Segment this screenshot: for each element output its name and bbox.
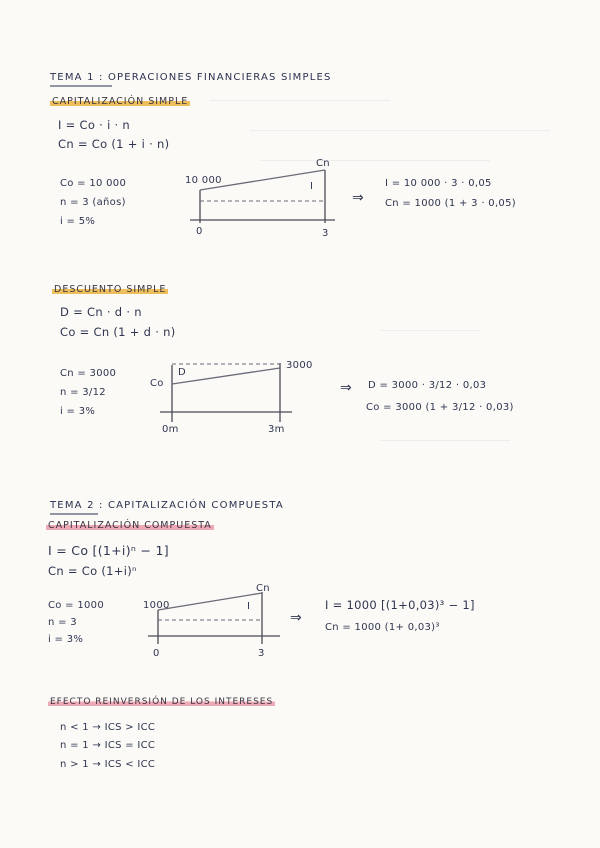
bleed-through-line (210, 100, 390, 101)
cap-simple-diagram-x3: 3 (322, 228, 329, 239)
bleed-through-line (250, 130, 550, 131)
bleed-through-line (380, 440, 510, 441)
cap-simple-data-co: Co = 10 000 (60, 178, 127, 189)
efecto-row-greater: n > 1 → ICS < ICC (60, 759, 156, 770)
desc-simple-result-capital: Co = 3000 (1 + 3/12 · 0,03) (366, 402, 514, 413)
cap-simple-result-interest: I = 10 000 · 3 · 0,05 (385, 178, 492, 189)
cap-simple-heading: CAPITALIZACIÓN SIMPLE (52, 96, 189, 107)
cap-compuesta-arrow: ⇒ (290, 610, 303, 626)
desc-simple-diagram-discount: D (178, 367, 187, 378)
cap-compuesta-result-interest: I = 1000 [(1+0,03)³ − 1] (325, 598, 475, 612)
bleed-through-line (380, 330, 480, 331)
cap-simple-diagram-x0: 0 (196, 226, 203, 237)
desc-simple-diagram-start: Co (150, 378, 164, 389)
cap-compuesta-heading: CAPITALIZACIÓN COMPUESTA (48, 520, 212, 531)
cap-simple-capital-formula: Cn = Co (1 + i · n) (58, 137, 170, 151)
desc-simple-data-i: i = 3% (60, 406, 96, 417)
cap-compuesta-capital-formula: Cn = Co (1+i)ⁿ (48, 564, 137, 578)
desc-simple-diagram-end: 3000 (286, 360, 313, 371)
desc-simple-data-n: n = 3/12 (60, 387, 106, 398)
cap-simple-data-n: n = 3 (años) (60, 197, 126, 208)
cap-simple-arrow: ⇒ (352, 190, 365, 206)
cap-compuesta-result-capital: Cn = 1000 (1+ 0,03)³ (325, 622, 440, 633)
efecto-heading: EFECTO REINVERSIÓN DE LOS INTERESES (50, 697, 274, 707)
tema1-title: TEMA 1 : OPERACIONES FINANCIERAS SIMPLES (50, 72, 332, 83)
desc-simple-capital-formula: Co = Cn (1 + d · n) (60, 325, 176, 339)
desc-simple-diagram-x3: 3m (268, 424, 285, 435)
tema2-title-underline (50, 513, 120, 516)
cap-compuesta-diagram-x0: 0 (153, 648, 160, 659)
efecto-row-equal: n = 1 → ICS = ICC (60, 740, 156, 751)
cap-compuesta-data-n: n = 3 (48, 617, 77, 628)
cap-compuesta-data-i: i = 3% (48, 634, 84, 645)
cap-compuesta-interest-formula: I = Co [(1+i)ⁿ − 1] (48, 543, 169, 558)
cap-compuesta-diagram-start: 1000 (143, 600, 170, 611)
cap-compuesta-diagram (148, 590, 288, 650)
diagram-growth-line (172, 368, 280, 384)
desc-simple-data-cn: Cn = 3000 (60, 368, 117, 379)
cap-compuesta-data-co: Co = 1000 (48, 600, 104, 611)
desc-simple-discount-formula: D = Cn · d · n (60, 305, 142, 319)
cap-simple-diagram-start: 10 000 (185, 175, 222, 186)
cap-simple-interest-formula: I = Co · i · n (58, 118, 131, 132)
desc-simple-heading: DESCUENTO SIMPLE (54, 284, 167, 295)
desc-simple-arrow: ⇒ (340, 380, 353, 396)
cap-simple-result-capital: Cn = 1000 (1 + 3 · 0,05) (385, 198, 516, 209)
cap-compuesta-diagram-x3: 3 (258, 648, 265, 659)
tema1-title-underline (50, 85, 120, 88)
cap-simple-diagram-interest: I (310, 181, 314, 192)
cap-compuesta-diagram-interest: I (247, 601, 251, 612)
cap-compuesta-diagram-end: Cn (256, 583, 270, 594)
tema2-title: TEMA 2 : CAPITALIZACIÓN COMPUESTA (50, 500, 284, 511)
cap-simple-data-i: i = 5% (60, 216, 96, 227)
desc-simple-diagram-x0: 0m (162, 424, 179, 435)
desc-simple-result-discount: D = 3000 · 3/12 · 0,03 (368, 380, 487, 391)
efecto-row-less: n < 1 → ICS > ICC (60, 722, 156, 733)
bleed-through-line (260, 160, 490, 161)
cap-simple-diagram-end: Cn (316, 158, 330, 169)
